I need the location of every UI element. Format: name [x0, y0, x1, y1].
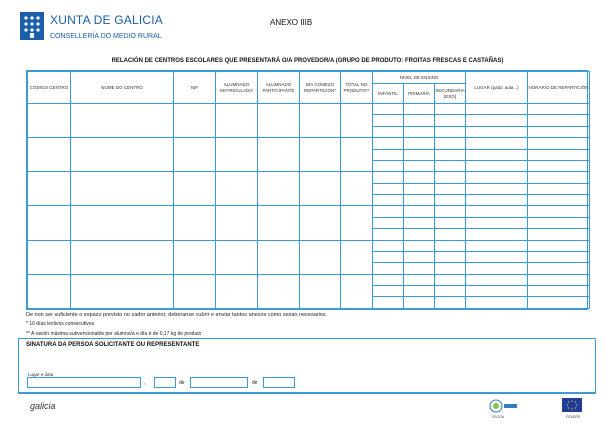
feoga-logo-icon — [488, 398, 518, 414]
sub-column-header: INFANTIL — [373, 84, 404, 104]
table-cell[interactable] — [71, 138, 174, 172]
table-cell[interactable] — [435, 206, 466, 217]
column-header: ALUMNADO PARTICIPANTE — [258, 72, 300, 104]
table-cell[interactable] — [373, 263, 404, 274]
table-cell[interactable] — [435, 138, 466, 149]
column-header: ALUMNADO MATRICULADO — [216, 72, 258, 104]
table-cell[interactable] — [435, 104, 466, 115]
table-cell[interactable] — [300, 206, 341, 240]
table-cell[interactable] — [466, 297, 528, 309]
column-header: TOTAL NO PRODUTO** — [341, 72, 373, 104]
table-cell[interactable] — [466, 217, 528, 228]
table-cell[interactable] — [404, 286, 435, 297]
table-cell[interactable] — [174, 274, 216, 308]
table-cell[interactable] — [466, 263, 528, 274]
table-cell[interactable] — [174, 138, 216, 172]
table-cell[interactable] — [216, 240, 258, 274]
table-cell[interactable] — [373, 274, 404, 285]
feoga-label: FEGGA — [492, 415, 505, 419]
table-cell[interactable] — [258, 104, 300, 138]
table-cell[interactable] — [528, 115, 590, 126]
table-row — [28, 274, 590, 285]
table-cell[interactable] — [341, 172, 373, 206]
table-cell[interactable] — [528, 160, 590, 171]
org-name: XUNTA DE GALICIA — [50, 13, 164, 27]
table-cell[interactable] — [466, 274, 528, 285]
table-cell[interactable] — [528, 240, 590, 251]
table-cell[interactable] — [373, 217, 404, 228]
column-header: NIF — [174, 72, 216, 104]
table-cell[interactable] — [404, 138, 435, 149]
table-cell[interactable] — [435, 229, 466, 240]
table-cell[interactable] — [404, 195, 435, 206]
table-cell[interactable] — [528, 126, 590, 137]
table-cell[interactable] — [216, 104, 258, 138]
schools-table — [26, 70, 588, 310]
table-cell[interactable] — [404, 149, 435, 160]
table-cell[interactable] — [373, 297, 404, 309]
table-cell[interactable] — [258, 206, 300, 240]
sub-column-header: SECUNDARIA (ESO) — [435, 84, 466, 104]
table-cell[interactable] — [435, 115, 466, 126]
table-cell[interactable] — [466, 206, 528, 217]
signature-title: SINATURA DA PERSOA SOLICITANTE OU REPRESENTANTE — [26, 342, 200, 348]
galicia-logo: galicia — [30, 401, 56, 411]
table-cell[interactable] — [300, 274, 341, 308]
org-department: CONSELLERÍA DO MEDIO RURAL — [50, 33, 162, 40]
table-cell[interactable] — [71, 274, 174, 308]
table-cell[interactable] — [466, 251, 528, 262]
table-cell[interactable] — [528, 217, 590, 228]
table-cell[interactable] — [216, 138, 258, 172]
table-cell[interactable] — [466, 104, 528, 115]
table-cell[interactable] — [528, 297, 590, 309]
column-header: DÍA COMEZO REPARTICIÓN* — [300, 72, 341, 104]
xunta-logo-icon — [20, 12, 44, 40]
table-row — [28, 240, 590, 251]
group-header: NIVEL DE ENSINO — [373, 72, 466, 84]
table-cell[interactable] — [28, 240, 71, 274]
table-cell[interactable] — [373, 138, 404, 149]
table-row — [28, 206, 590, 217]
column-header: NOME DO CENTRO — [71, 72, 174, 104]
table-cell[interactable] — [466, 240, 528, 251]
table-cell[interactable] — [404, 217, 435, 228]
table-cell[interactable] — [528, 172, 590, 183]
table-row — [28, 104, 590, 115]
month-field[interactable] — [190, 377, 248, 388]
footer-divider — [18, 393, 596, 394]
table-cell[interactable] — [466, 126, 528, 137]
table-cell[interactable] — [404, 263, 435, 274]
table-cell[interactable] — [373, 172, 404, 183]
table-cell[interactable] — [71, 172, 174, 206]
table-cell[interactable] — [258, 274, 300, 308]
de-separator: de — [179, 380, 185, 386]
table-row — [28, 172, 590, 183]
table-cell[interactable] — [258, 172, 300, 206]
table-cell[interactable] — [435, 172, 466, 183]
table-cell[interactable] — [404, 297, 435, 309]
table-cell[interactable] — [528, 229, 590, 240]
table-cell[interactable] — [258, 240, 300, 274]
table-cell[interactable] — [373, 104, 404, 115]
table-cell[interactable] — [341, 138, 373, 172]
table-cell[interactable] — [373, 149, 404, 160]
note-overflow: De non ser suficiente o espazo previsto no cadro anterior, deberanse cubrir e enviar tantos anexos como sexan necesarios. — [26, 312, 328, 318]
table-cell[interactable] — [28, 104, 71, 138]
table-cell[interactable] — [435, 263, 466, 274]
table-cell[interactable] — [258, 138, 300, 172]
table-cell[interactable] — [300, 240, 341, 274]
table-cell[interactable] — [28, 172, 71, 206]
place-date-label: Lugar e data — [28, 372, 54, 377]
table-cell[interactable] — [404, 206, 435, 217]
table-cell[interactable] — [466, 183, 528, 194]
table-cell[interactable] — [435, 149, 466, 160]
table-cell[interactable] — [466, 229, 528, 240]
table-cell[interactable] — [404, 251, 435, 262]
table-cell[interactable] — [404, 274, 435, 285]
table-cell[interactable] — [435, 183, 466, 194]
notes — [26, 310, 327, 339]
document-title: RELACIÓN DE CENTROS ESCOLARES QUE PRESENTARÁ O/A PROVEDOR/A (GRUPO DE PRODUTO: FROITAS FRESCAS E CASTAÑAS) — [111, 58, 504, 64]
table-cell[interactable] — [466, 195, 528, 206]
table-cell[interactable] — [216, 172, 258, 206]
table-cell[interactable] — [300, 172, 341, 206]
table-cell[interactable] — [404, 104, 435, 115]
day-field[interactable] — [154, 377, 176, 388]
table-cell[interactable] — [528, 138, 590, 149]
table-cell[interactable] — [528, 286, 590, 297]
table-cell[interactable] — [435, 126, 466, 137]
annex-label: ANEXO IIIB — [270, 18, 313, 27]
table-cell[interactable] — [300, 104, 341, 138]
table-cell[interactable] — [373, 229, 404, 240]
table-cell[interactable] — [435, 251, 466, 262]
year-field[interactable] — [263, 377, 295, 388]
table-cell[interactable] — [466, 149, 528, 160]
table-cell[interactable] — [528, 251, 590, 262]
table-cell[interactable] — [341, 104, 373, 138]
table-cell[interactable] — [404, 172, 435, 183]
table-cell[interactable] — [528, 195, 590, 206]
table-cell[interactable] — [216, 274, 258, 308]
table-cell[interactable] — [373, 183, 404, 194]
table-cell[interactable] — [373, 195, 404, 206]
table-cell[interactable] — [528, 149, 590, 160]
table-cell[interactable] — [528, 263, 590, 274]
table-cell[interactable] — [174, 104, 216, 138]
eu-label: FEADER — [566, 415, 581, 419]
table-cell[interactable] — [373, 160, 404, 171]
table-cell[interactable] — [373, 251, 404, 262]
table-cell[interactable] — [373, 240, 404, 251]
table-cell[interactable] — [528, 183, 590, 194]
eu-flag-icon — [562, 398, 582, 412]
table-cell[interactable] — [373, 286, 404, 297]
table-cell[interactable] — [71, 240, 174, 274]
comma-separator: , — [144, 380, 146, 386]
table-cell[interactable] — [404, 160, 435, 171]
table-cell[interactable] — [28, 138, 71, 172]
table-cell[interactable] — [71, 206, 174, 240]
table-cell[interactable] — [341, 240, 373, 274]
table-cell[interactable] — [435, 274, 466, 285]
table-cell[interactable] — [404, 115, 435, 126]
table-cell[interactable] — [435, 195, 466, 206]
table-cell[interactable] — [404, 229, 435, 240]
table-cell[interactable] — [404, 126, 435, 137]
column-header: CÓDIGO CENTRO — [28, 72, 71, 104]
table-cell[interactable] — [373, 126, 404, 137]
table-cell[interactable] — [435, 297, 466, 309]
table-cell[interactable] — [341, 274, 373, 308]
table-cell[interactable] — [466, 286, 528, 297]
table-cell[interactable] — [435, 160, 466, 171]
table-row — [28, 138, 590, 149]
place-field[interactable] — [27, 377, 141, 388]
table-cell[interactable] — [373, 206, 404, 217]
table-cell[interactable] — [404, 240, 435, 251]
table-cell[interactable] — [174, 240, 216, 274]
sub-column-header: PRIMARIA — [404, 84, 435, 104]
table-cell[interactable] — [28, 206, 71, 240]
table-cell[interactable] — [435, 240, 466, 251]
note-days: * 10 días lectivos consecutivos — [26, 321, 95, 328]
table-cell[interactable] — [28, 274, 71, 308]
table-cell[interactable] — [528, 206, 590, 217]
table-cell[interactable] — [300, 138, 341, 172]
table-cell[interactable] — [528, 104, 590, 115]
note-ration: ** A ración máxima subvencionable por alumno/a e día é de 0,17 kg de produto — [26, 330, 202, 337]
de-separator: de — [252, 380, 258, 386]
table-cell[interactable] — [404, 183, 435, 194]
table-cell[interactable] — [528, 274, 590, 285]
table-cell[interactable] — [341, 206, 373, 240]
table-cell[interactable] — [373, 115, 404, 126]
table-cell[interactable] — [466, 115, 528, 126]
table-cell[interactable] — [466, 138, 528, 149]
table-cell[interactable] — [174, 172, 216, 206]
column-header: LUGAR (patio, aula...) — [466, 72, 528, 104]
table-cell[interactable] — [216, 206, 258, 240]
table-cell[interactable] — [466, 160, 528, 171]
table-cell[interactable] — [435, 286, 466, 297]
column-header: HORARIO DE REPARTICIÓN — [528, 72, 590, 104]
table-cell[interactable] — [174, 206, 216, 240]
table-cell[interactable] — [71, 104, 174, 138]
table-cell[interactable] — [466, 172, 528, 183]
table-cell[interactable] — [435, 217, 466, 228]
